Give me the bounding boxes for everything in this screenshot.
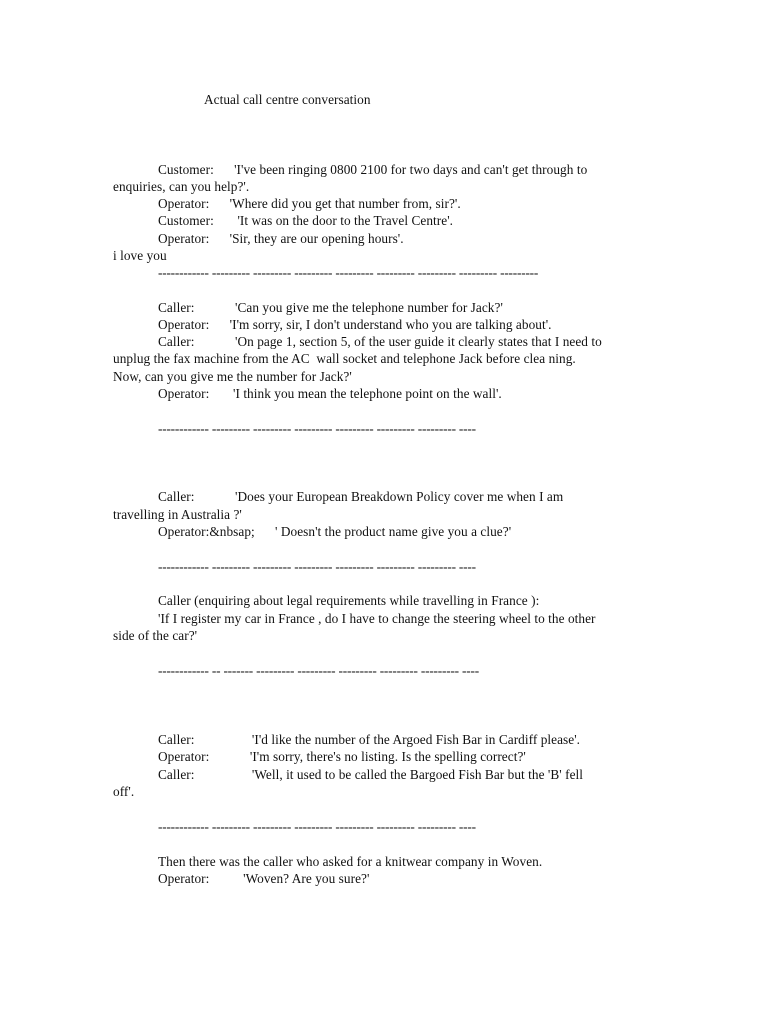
line-operator-jack-2: Operator: 'I think you mean the telephone point on the wall'. (158, 386, 502, 401)
line-caller-jack-2-cont2: Now, can you give me the number for Jack?' (113, 369, 352, 384)
line-customer-1-cont: enquiries, can you help?'. (113, 179, 250, 194)
line-operator-europe: Operator:&nbsap; ' Doesn't the product name give you a clue?' (158, 524, 512, 539)
separator-2: ------------ --------- --------- --------- --------- --------- --------- ---- (158, 421, 476, 436)
separator-5: ------------ --------- --------- --------- --------- --------- --------- ---- (158, 819, 476, 834)
line-operator-jack-1: Operator: 'I'm sorry, sir, I don't understand who you are talking about'. (158, 317, 552, 332)
line-caller-fishbar-1: Caller: 'I'd like the number of the Argoed Fish Bar in Cardiff please'. (158, 732, 581, 747)
line-caller-fishbar-2-cont: off'. (113, 784, 135, 799)
line-customer-2: Customer: 'It was on the door to the Travel Centre'. (158, 213, 454, 228)
line-i-love-you: i love you (113, 248, 167, 263)
line-caller-jack-2: Caller: 'On page 1, section 5, of the user guide it clearly states that I need to (158, 334, 602, 349)
line-caller-europe-cont: travelling in Australia ?' (113, 507, 242, 522)
separator-4: ------------ -- ------- --------- --------- --------- --------- --------- ---- (158, 663, 479, 678)
separator-3: ------------ --------- --------- --------- --------- --------- --------- ---- (158, 559, 476, 574)
line-operator-woven: Operator: 'Woven? Are you sure?' (158, 871, 370, 886)
line-knitwear: Then there was the caller who asked for a knitwear company in Woven. (158, 854, 543, 869)
line-operator-1: Operator: 'Where did you get that number from, sir?'. (158, 196, 461, 211)
line-operator-2: Operator: 'Sir, they are our opening hours'. (158, 231, 404, 246)
line-caller-fishbar-2: Caller: 'Well, it used to be called the Bargoed Fish Bar but the 'B' fell (158, 767, 584, 782)
document-title: Actual call centre conversation (204, 92, 371, 107)
line-caller-jack-1: Caller: 'Can you give me the telephone number for Jack?' (158, 300, 503, 315)
separator-1: ------------ --------- --------- --------- --------- --------- --------- --------- --------- (158, 265, 539, 280)
line-caller-europe: Caller: 'Does your European Breakdown Policy cover me when I am (158, 489, 564, 504)
line-customer-1: Customer: 'I've been ringing 0800 2100 for two days and can't get through to (158, 162, 588, 177)
line-caller-france-cont: side of the car?' (113, 628, 198, 643)
line-caller-jack-2-cont: unplug the fax machine from the AC wall socket and telephone Jack before clea ning. (113, 351, 576, 366)
line-operator-fishbar: Operator: 'I'm sorry, there's no listing. Is the spelling correct?' (158, 749, 526, 764)
line-caller-france: Caller (enquiring about legal requirements while travelling in France ): (158, 593, 540, 608)
line-caller-france-quote: 'If I register my car in France , do I have to change the steering wheel to the other (158, 611, 596, 626)
